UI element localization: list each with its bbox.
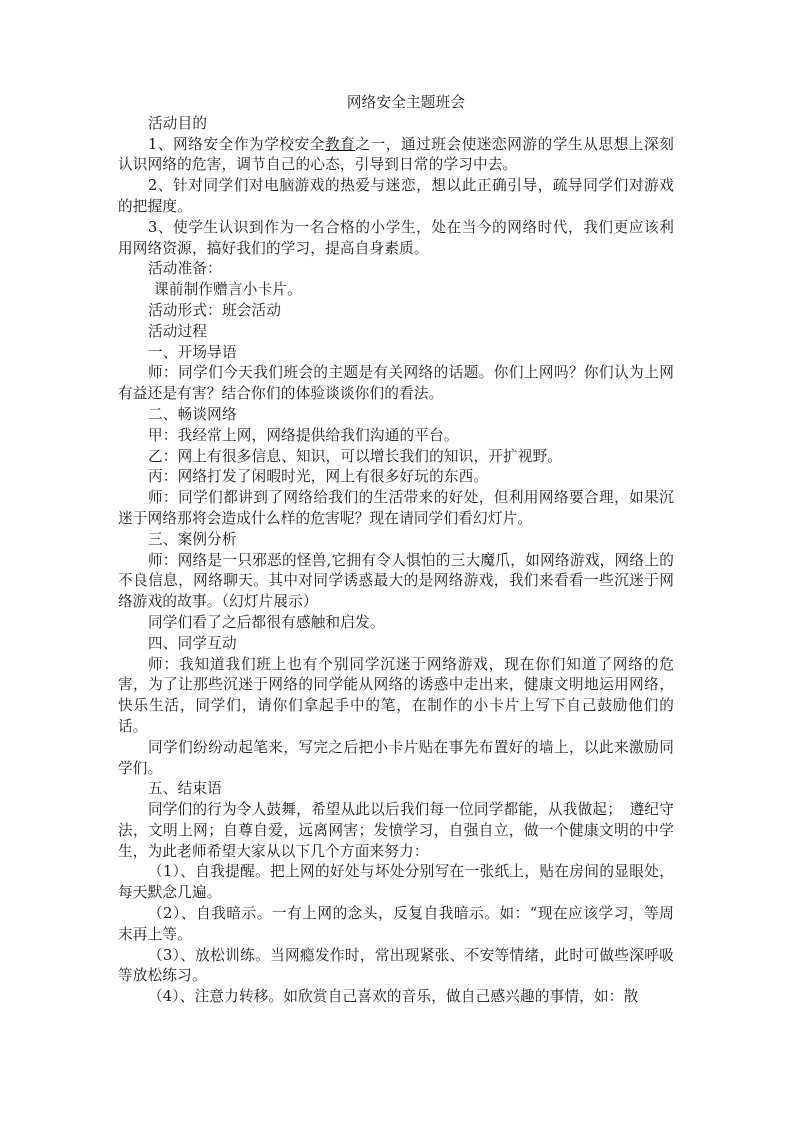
dialogue-teacher: 师：同学们都讲到了网络给我们的生活带来的好处，但利用网络要合理，如果沉迷于网络那将会造成什么样的危害呢？现在请同学们看幻灯片。 <box>118 489 674 527</box>
section-1-text: 师：同学们今天我们班会的主题是有关网络的话题。你们上网吗？你们认为上网有益还是有害？结合你们的体验谈谈你们的看法。 <box>118 364 674 403</box>
dialogue-jia: 甲：我经常上网，网络提供给我们沟通的平台。 <box>148 426 459 444</box>
tip-3: （3）、放松训练。当网瘾发作时，常出现紧张、不安等情绪，此时可做些深呼吸等放松练习。 <box>118 946 674 985</box>
tip-4: （4）、注意力转移。如欣赏自己喜欢的音乐，做自己感兴趣的事情，如：散 <box>148 988 639 1006</box>
document-page <box>118 93 674 1008</box>
goal-item-2: 2、针对同学们对电脑游戏的热爱与迷恋，想以此正确引导，疏导同学们对游戏的把握度。 <box>118 177 674 215</box>
goal-item-3: 3、使学生认识到作为一名合格的小学生，处在当今的网络时代，我们更应该利用网络资源，搞好我们的学习，提高自身素质。 <box>118 218 674 257</box>
section-5-heading: 五、结束语 <box>148 780 222 798</box>
activity-format: 活动形式：班会活动 <box>148 301 282 319</box>
dialogue-bing: 丙：网络打发了闲暇时光，网上有很多好玩的东西。 <box>148 468 489 486</box>
goal-item-1-pre: 1、网络安全作为学校安全 <box>148 135 325 153</box>
section-1-heading: 一、开场导语 <box>148 343 237 361</box>
heading-activity-goal: 活动目的 <box>148 114 208 132</box>
section-3-text: 师：网络是一只邪恶的怪兽,它拥有令人惧怕的三大魔爪，如网络游戏，网络上的不良信息，网络聊天。其中对同学诱惑最大的是网络游戏，我们来看看一些沉迷于网络游戏的故事。（幻灯片展示） <box>118 551 674 611</box>
section-5-text: 同学们的行为令人鼓舞，希望从此以后我们每一位同学都能，从我做起； 遵纪守法，文明上网；自尊自爱，远离网害；发愤学习，自强自立，做一个健康文明的中学生，为此老师希望大家从以下几个方面来努力： <box>118 801 674 860</box>
heading-preparation: 活动准备： <box>148 260 222 278</box>
tip-2: （2）、自我暗示。一有上网的念头，反复自我暗示。如：“现在应该学习，等周末再上等。 <box>118 905 674 943</box>
section-4-heading: 四、同学互动 <box>148 634 237 652</box>
goal-item-1-post: 之一，通过班会使迷恋网游的学生从思想上深刻认识网络的危害，调节自己的心态，引导到日常的学习中去。 <box>118 135 675 174</box>
section-4-followup: 同学们纷纷动起笔来，写完之后把小卡片贴在事先布置好的墙上，以此来激励同学们。 <box>118 738 674 777</box>
section-4-text: 师：我知道我们班上也有个别同学沉迷于网络游戏，现在你们知道了网络的危害，为了让那些沉迷于网络的同学能从网络的诱惑中走出来，健康文明地运用网络，快乐生活，同学们，请你们拿起手中的笔，在制作的小卡片上写下自己鼓励他们的话。 <box>118 655 674 735</box>
document-title: 网络安全主题班会 <box>346 94 466 111</box>
heading-activity-process: 活动过程 <box>148 322 208 340</box>
section-2-heading: 二、畅谈网络 <box>148 405 237 423</box>
tip-1: （1）、自我提醒。把上网的好处与坏处分别写在一张纸上，贴在房间的显眼处，每天默念几遍。 <box>118 863 674 902</box>
underlined-link-education: 教育 <box>325 135 356 153</box>
section-3-followup: 同学们看了之后都很有感触和启发。 <box>148 613 385 631</box>
preparation-text: 课前制作赠言小卡片。 <box>154 281 302 299</box>
goal-item-1 <box>118 135 674 177</box>
dialogue-yi: 乙：网上有很多信息、知识，可以增长我们的知识，开扩视野。 <box>148 447 563 465</box>
section-3-heading: 三、案例分析 <box>148 530 237 548</box>
